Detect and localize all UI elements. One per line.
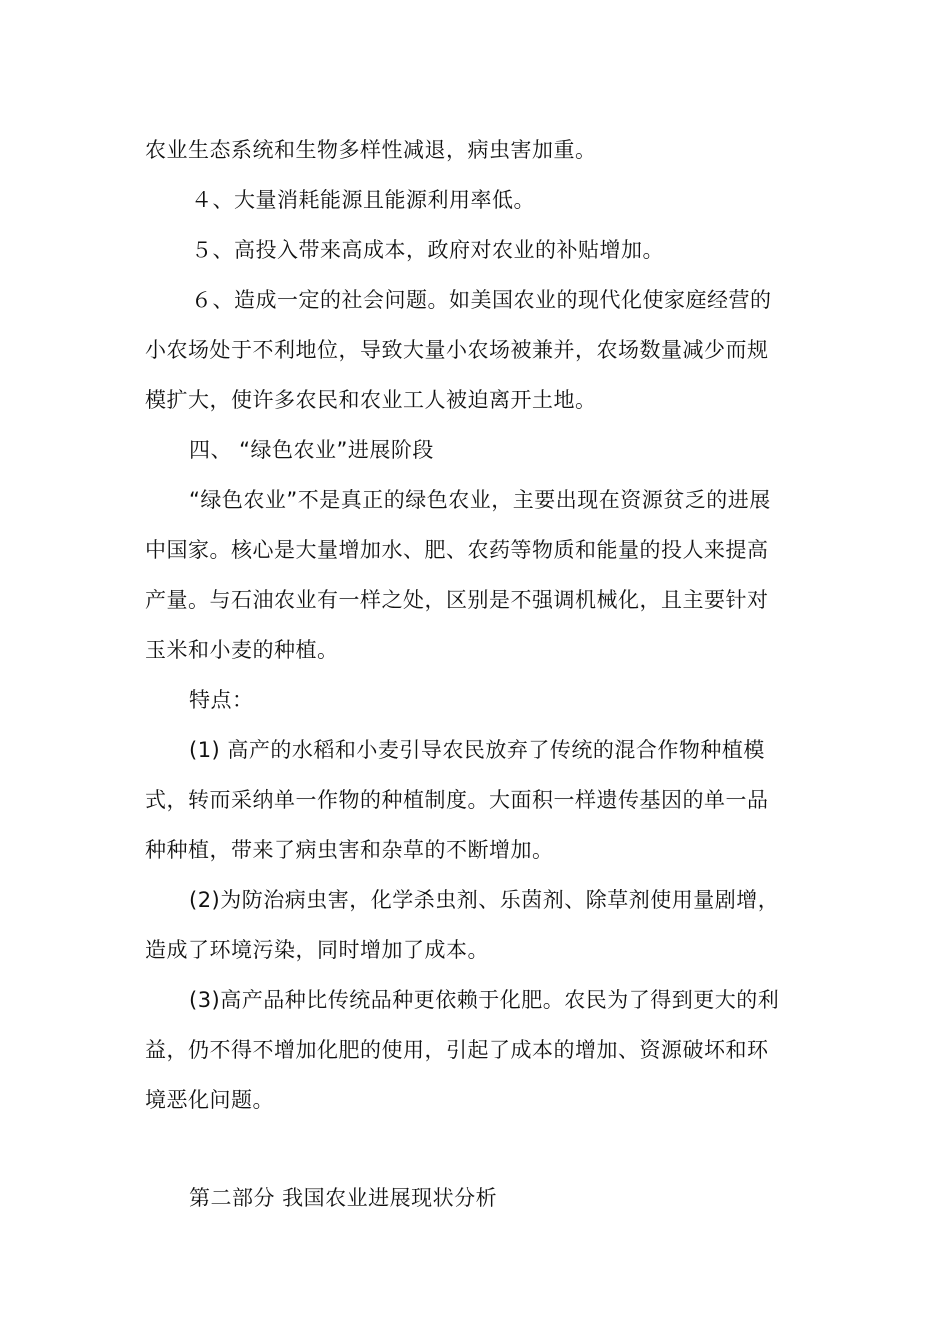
paragraph-line: 种种植，带来了病虫害和杂草的不断增加。 <box>145 838 554 862</box>
feature-item-1: (1) 高产的水稻和小麦引导农民放弃了传统的混合作物种植模 <box>189 738 765 762</box>
paragraph-line: 模扩大，使许多农民和农业工人被迫离开土地。 <box>145 388 597 412</box>
part-heading: 第二部分 我国农业进展现状分析 <box>189 1186 498 1210</box>
feature-item-3: (3)高产品种比传统品种更依赖于化肥。农民为了得到更大的利 <box>189 988 780 1012</box>
paragraph-line: 境恶化问题。 <box>145 1088 274 1112</box>
section-heading: 四、 “绿色农业”进展阶段 <box>189 438 434 462</box>
paragraph-line: “绿色农业”不是真正的绿色农业，主要出现在资源贫乏的进展 <box>189 488 771 512</box>
features-label: 特点： <box>189 688 254 712</box>
paragraph-line: 农业生态系统和生物多样性减退，病虫害加重。 <box>145 138 597 162</box>
paragraph-line: 式，转而采纳单一作物的种植制度。大面积一样遗传基因的单一品 <box>145 788 769 812</box>
paragraph-line: 中国家。核心是大量增加水、肥、农药等物质和能量的投人来提高 <box>145 538 769 562</box>
paragraph-line: 小农场处于不利地位，导致大量小农场被兼并，农场数量减少而规 <box>145 338 769 362</box>
feature-item-2: (2)为防治病虫害，化学杀虫剂、乐茵剂、除草剂使用量剧增， <box>189 888 780 912</box>
paragraph-line: 造成了环境污染，同时增加了成本。 <box>145 938 489 962</box>
paragraph-line: 益，仍不得不增加化肥的使用，引起了成本的增加、资源破坏和环 <box>145 1038 769 1062</box>
list-item-5: ５、高投入带来高成本，政府对农业的补贴增加。 <box>191 238 664 262</box>
list-item-4: ４、大量消耗能源且能源利用率低。 <box>191 188 535 212</box>
paragraph-line: 玉米和小麦的种植。 <box>145 638 339 662</box>
list-item-6: ６、造成一定的社会问题。如美国农业的现代化使家庭经营的 <box>191 288 772 312</box>
paragraph-line: 产量。与石油农业有一样之处，区别是不强调机械化，且主要针对 <box>145 588 769 612</box>
